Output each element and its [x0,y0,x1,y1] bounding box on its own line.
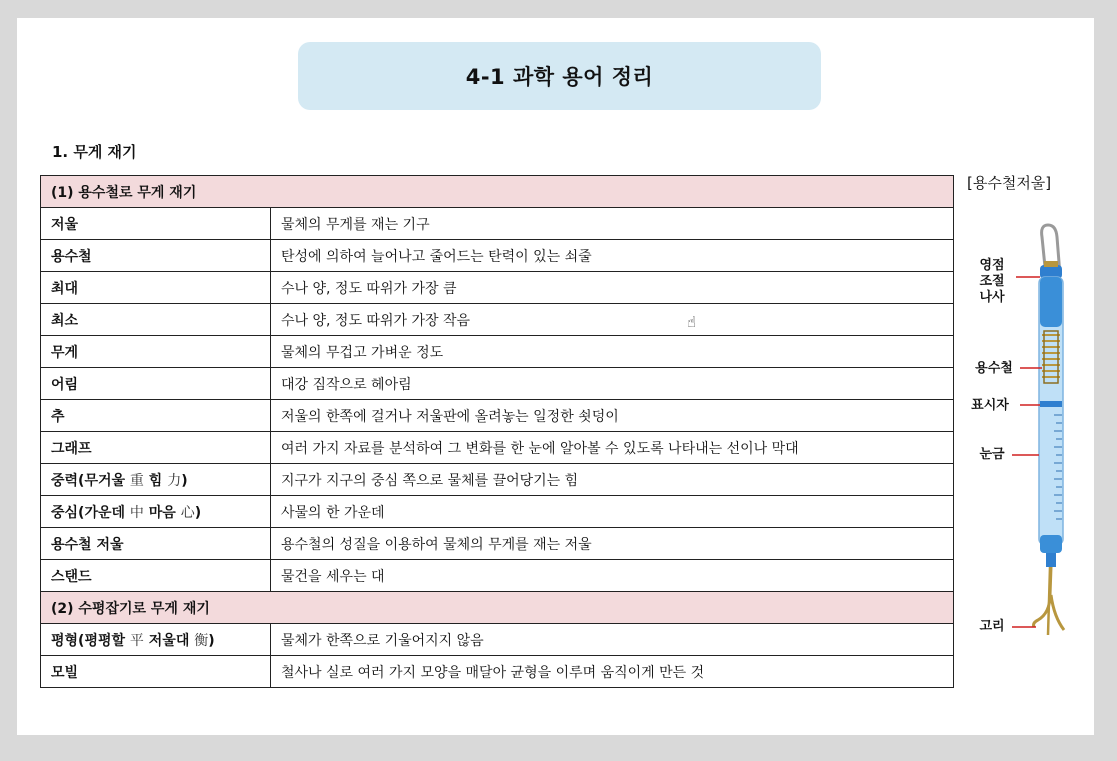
table-row [41,400,954,432]
term-cell [41,656,271,688]
definition-cell: 사물의 한 가운데 [271,496,954,528]
term-cell [41,464,271,496]
table-row [41,368,954,400]
hanja-char: 心 [180,504,195,521]
term-cell [41,240,271,272]
table-row [41,464,954,496]
label-zero-adjust-screw: 영점 조절 나사 [979,258,1005,305]
definition-cell: 물건을 세우는 대 [271,560,954,592]
table-row [41,560,954,592]
label-spring: 용수철 [975,361,1013,376]
definition-cell: 물체의 무게를 재는 기구 [271,208,954,240]
term-text: 마음 [148,504,176,521]
definition-cell: 대강 짐작으로 헤아림 [271,368,954,400]
term-text: 저울대 [148,632,190,649]
term-cell [41,208,271,240]
term-text: 최소 [51,312,79,329]
term-cell [41,528,271,560]
term-text: 추 [51,408,65,425]
term-text: 중심(가운데 [51,504,126,521]
hand-cursor-icon: ☝ [687,313,697,331]
definition-cell: 탄성에 의하여 늘어나고 줄어드는 탄력이 있는 쇠줄 [271,240,954,272]
table-row [41,272,954,304]
term-cell [41,496,271,528]
term-text: 중력(무거울 [51,472,126,489]
hanja-char: 中 [129,504,144,521]
hanja-char: 平 [129,632,144,649]
table-row [41,496,954,528]
definition-cell: 여러 가지 자료를 분석하여 그 변화를 한 눈에 알아볼 수 있도록 나타내는 선이나 막대 [271,432,954,464]
term-text: 모빌 [51,664,79,681]
definition-cell: 저울의 한쪽에 걸거나 저울판에 올려놓는 일정한 쇳덩이 [271,400,954,432]
term-text: ) [181,472,188,489]
definition-cell: 지구가 지구의 중심 쪽으로 물체를 끌어당기는 힘 [271,464,954,496]
table-row [41,336,954,368]
diagram-title: [용수철저울] [967,174,1052,192]
table-row [41,240,954,272]
worksheet-page [17,18,1094,735]
term-text: 그래프 [51,440,92,457]
label-hook: 고리 [979,619,1005,634]
term-text: 용수철 [51,248,92,265]
section-heading: 1. 무게 재기 [52,143,137,161]
table-row [41,656,954,688]
term-cell [41,304,271,336]
label-scale: 눈금 [979,447,1005,462]
group-header: (2) 수평잡기로 무게 재기 [41,592,954,624]
group-header-row [41,176,954,208]
term-text: ) [194,504,202,521]
term-text: 용수철 저울 [51,536,124,553]
term-text: 어림 [51,376,79,393]
term-cell [41,272,271,304]
term-text: 힘 [148,472,163,489]
table-row [41,528,954,560]
table-row [41,208,954,240]
group-header-row [41,592,954,624]
hanja-char: 衡 [194,632,209,649]
page-title: 4-1 과학 용어 정리 [465,65,654,89]
title-banner [298,42,821,110]
definition-cell: 용수철의 성질을 이용하여 물체의 무게를 재는 저울 [271,528,954,560]
term-cell [41,560,271,592]
table-row [41,624,954,656]
definition-cell: 수나 양, 정도 따위가 가장 큼 [271,272,954,304]
term-text: 무게 [51,344,79,361]
definition-cell: 물체가 한쪽으로 기울어지지 않음 [271,624,954,656]
table-row [41,304,954,336]
term-text: 스탠드 [51,568,92,585]
group-header: (1) 용수철로 무게 재기 [41,176,954,208]
definition-cell: 물체의 무겁고 가벼운 정도 [271,336,954,368]
label-indicator: 표시자 [971,398,1009,413]
term-text: 최대 [51,280,79,297]
term-cell [41,432,271,464]
term-cell [41,624,271,656]
term-cell [41,336,271,368]
term-text: ) [208,632,215,649]
definition-cell: 철사나 실로 여러 가지 모양을 매달아 균형을 이루며 움직이게 만든 것 [271,656,954,688]
hanja-char: 重 [129,472,144,489]
term-text: 저울 [51,216,79,233]
term-cell [41,400,271,432]
term-text: 평형(평평할 [51,632,126,649]
table-row [41,432,954,464]
term-cell [41,368,271,400]
terms-table [40,175,954,688]
definition-cell: 수나 양, 정도 따위가 가장 작음 [271,304,954,336]
indicator-marker [1040,401,1062,407]
hanja-char: 力 [167,472,182,489]
